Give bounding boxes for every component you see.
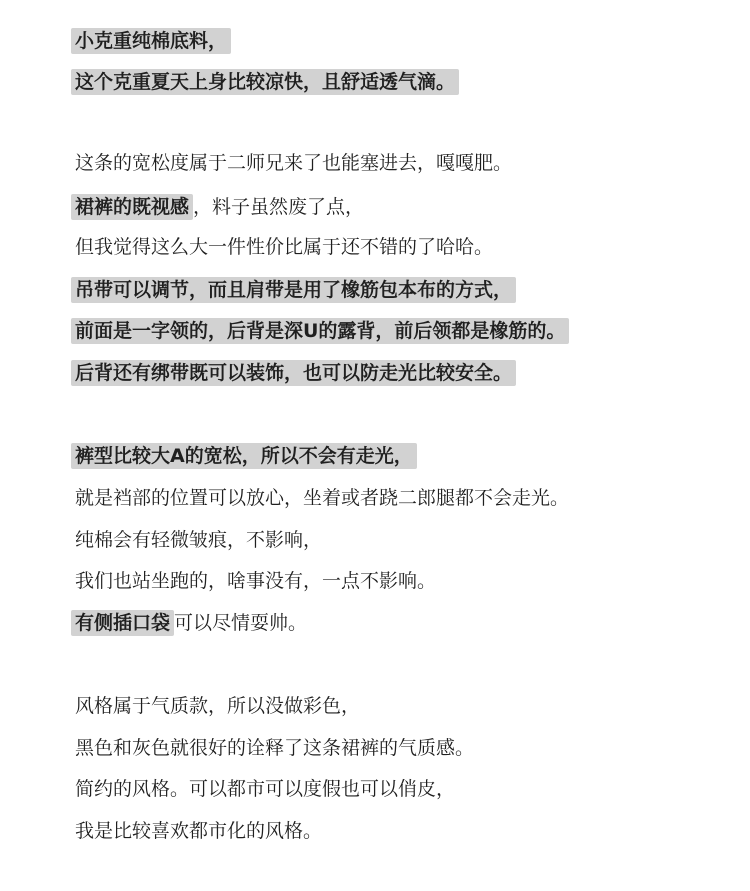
- text-line: [75, 692, 360, 720]
- text-line: [75, 276, 516, 304]
- plain-text: 我们也站坐跑的，啥事没有，一点不影响。: [75, 570, 437, 592]
- plain-text: 简约的风格。可以都市可以度假也可以俏皮，: [75, 778, 456, 800]
- highlighted-text: 前面是一字领的，后背是深U的露背，前后领都是橡筋的。: [71, 318, 569, 344]
- text-line: [75, 149, 512, 177]
- plain-text: ，料子虽然废了点，: [193, 196, 365, 218]
- text-line: [75, 775, 455, 803]
- text-line: [75, 609, 307, 637]
- text-line: [75, 734, 474, 762]
- plain-text: 这条的宽松度属于二师兄来了也能塞进去，嘎嘎肥。: [75, 152, 513, 174]
- text-line: [75, 526, 322, 554]
- highlighted-text: 裤型比较大A的宽松，所以不会有走光，: [71, 443, 417, 469]
- plain-text: 黑色和灰色就很好的诠释了这条裙裤的气质感。: [75, 737, 475, 759]
- text-line: [75, 233, 493, 261]
- text-line: [75, 484, 569, 512]
- text-line: [75, 817, 322, 845]
- text-line: [75, 193, 364, 221]
- plain-text: 风格属于气质款，所以没做彩色，: [75, 695, 361, 717]
- highlighted-text: 小克重纯棉底料，: [71, 28, 231, 54]
- highlighted-text: 这个克重夏天上身比较凉快，且舒适透气滴。: [71, 69, 459, 95]
- text-line: [75, 317, 569, 345]
- text-line: [75, 27, 231, 55]
- text-line: [75, 567, 436, 595]
- text-line: [75, 359, 516, 387]
- text-line: [75, 68, 459, 96]
- highlighted-text: 后背还有绑带既可以装饰，也可以防走光比较安全。: [71, 360, 516, 386]
- plain-text: 但我觉得这么大一件性价比属于还不错的了哈哈。: [75, 236, 494, 258]
- highlighted-text: 裙裤的既视感: [71, 194, 193, 220]
- plain-text: 就是裆部的位置可以放心，坐着或者跷二郎腿都不会走光。: [75, 487, 570, 509]
- text-line: [75, 442, 417, 470]
- plain-text: 可以尽情耍帅。: [174, 612, 308, 634]
- highlighted-text: 吊带可以调节，而且肩带是用了橡筋包本布的方式，: [71, 277, 516, 303]
- plain-text: 纯棉会有轻微皱痕，不影响，: [75, 529, 323, 551]
- highlighted-text: 有侧插口袋: [71, 610, 174, 636]
- plain-text: 我是比较喜欢都市化的风格。: [75, 820, 323, 842]
